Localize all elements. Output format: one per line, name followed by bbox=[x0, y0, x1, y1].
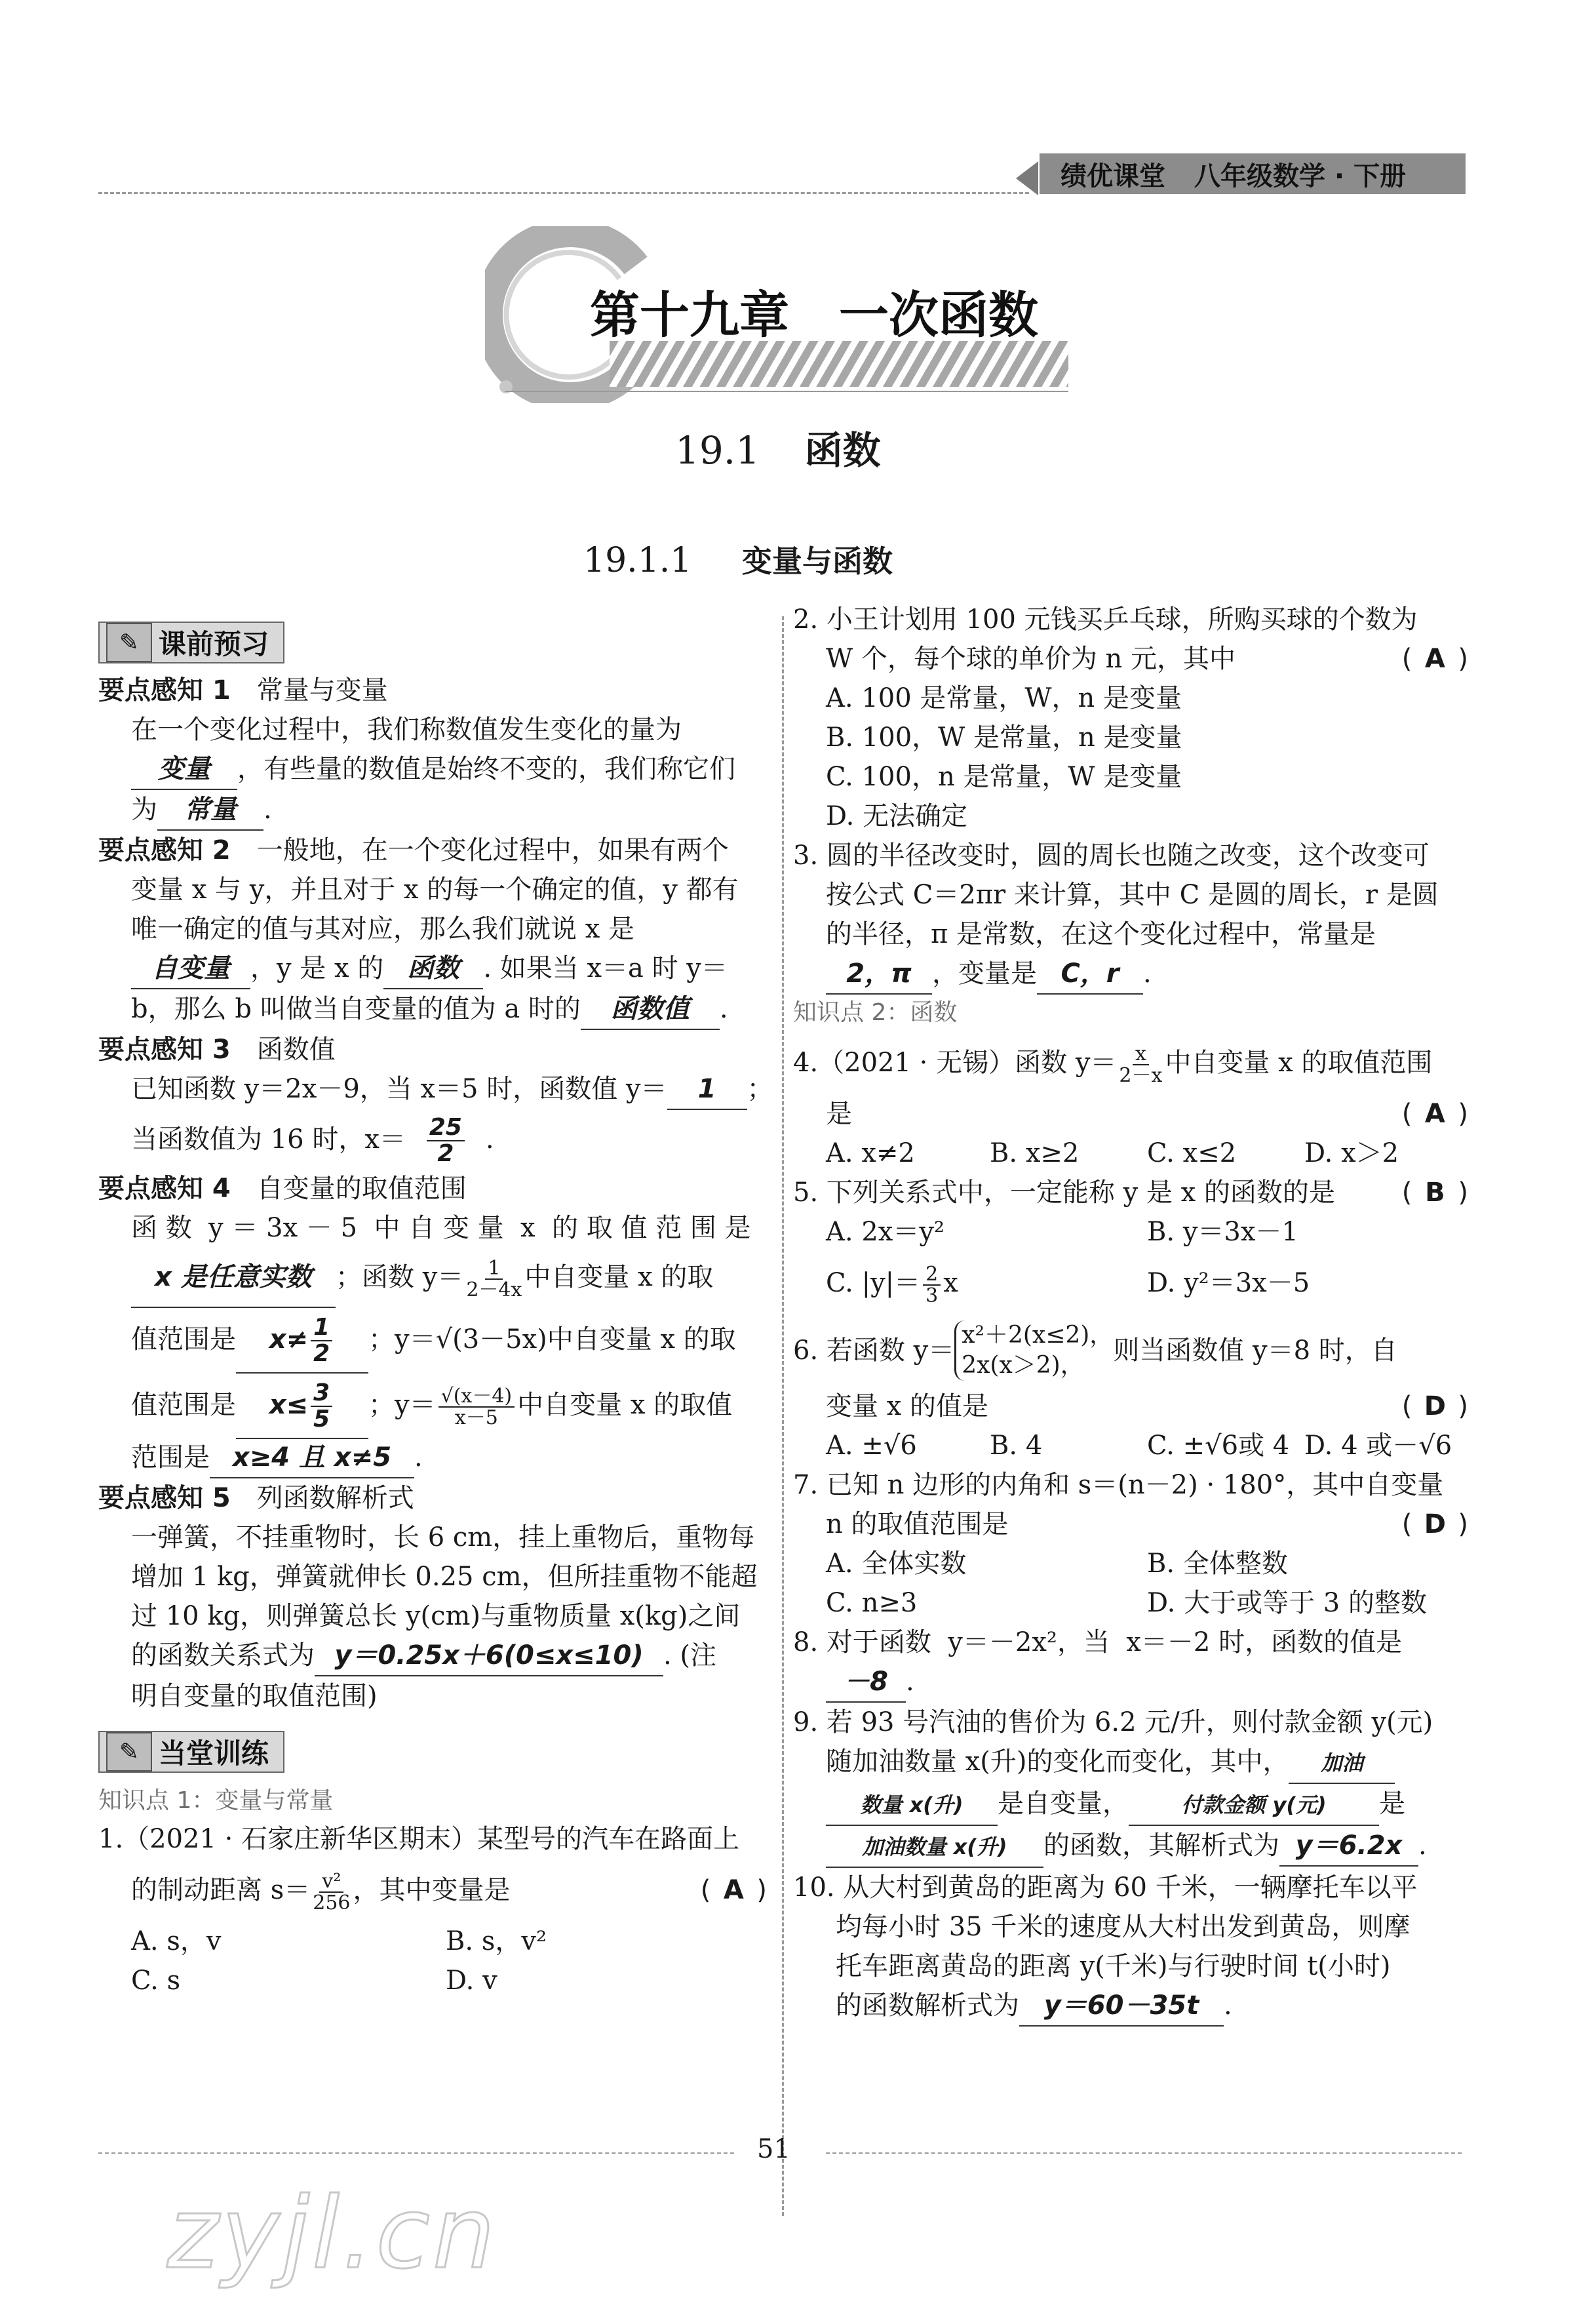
k4-fraction2: $\frac{√(x-4)}{x-5}$ bbox=[438, 1386, 515, 1429]
q3-line2: 按公式 C＝2πr 来计算，其中 C 是圆的周长，r 是圆 bbox=[826, 880, 1439, 910]
preview-heading bbox=[98, 620, 767, 665]
q9-line1: 9. 若 93 号汽油的售价为 6.2 元/升，则付款金额 y(元) bbox=[793, 1707, 1433, 1737]
q1-option-c: C. s bbox=[131, 1966, 181, 1996]
q1-fraction: $\frac{\text{v²}}{256}$ bbox=[313, 1869, 351, 1914]
left-column bbox=[98, 620, 773, 2000]
header-brand: 绩优课堂 bbox=[1061, 161, 1165, 191]
q10-line1: 10. 从大村到黄岛的距离为 60 千米，一辆摩托车以平 bbox=[793, 1872, 1418, 1903]
q9-answer4: y＝6.2x bbox=[1279, 1826, 1418, 1867]
q9-answer1b: 数量 x(升) bbox=[826, 1785, 998, 1826]
q1-line2b: ，其中变量是 bbox=[353, 1875, 511, 1905]
q6-line2: 变量 x 的值是 bbox=[826, 1391, 988, 1421]
k1-line3a: 为 bbox=[131, 795, 157, 825]
q10-line3: 托车距离黄岛的距离 y(千米)与行驶时间 t(小时) bbox=[836, 1951, 1391, 1981]
k1-line1: 在一个变化过程中，我们称数值发生变化的量为 bbox=[131, 715, 682, 745]
q6-piecewise: x²＋2(x≤2)， 2x(x＞2)， bbox=[954, 1320, 1113, 1381]
q7-line2: n 的取值范围是 bbox=[826, 1509, 1009, 1539]
q2-option-a: A. 100 是常量，W，n 是变量 bbox=[826, 683, 1182, 713]
q5-option-b: B. y＝3x－1 bbox=[1147, 1217, 1298, 1247]
chapter-title: 第十九章 一次函数 bbox=[590, 286, 1038, 344]
k2-line3: 唯一确定的值与其对应，那么我们就说 x 是 bbox=[131, 914, 634, 944]
k4-answer3: x≤ $\frac{3}{5}$ bbox=[236, 1372, 368, 1439]
q1-line1: 1.（2021 · 石家庄新华区期末）某型号的汽车在路面上 bbox=[98, 1824, 740, 1854]
notebook-icon: ✎ bbox=[106, 1732, 152, 1771]
preview-title: 课前预习 bbox=[159, 628, 269, 660]
header-book: 八年级数学 · 下册 bbox=[1194, 161, 1407, 191]
right-column bbox=[793, 600, 1468, 2027]
section-num: 19.1 bbox=[675, 428, 760, 473]
q4-option-d: D. x＞2 bbox=[1304, 1138, 1399, 1168]
k2-answer1: 自变量 bbox=[131, 949, 250, 989]
k2-line5b: . bbox=[719, 994, 728, 1024]
q6-line1a: 6. 若函数 y＝ bbox=[793, 1336, 955, 1366]
q2-line1: 2. 小王计划用 100 元钱买乒乓球，所购买球的个数为 bbox=[793, 604, 1418, 635]
k4-title: 自变量的取值范围 bbox=[256, 1174, 467, 1204]
q3-answer1: 2，π bbox=[826, 954, 932, 995]
pencil-icon: ✎ bbox=[106, 623, 152, 662]
q2-option-d: D. 无法确定 bbox=[826, 801, 968, 831]
k2-label: 要点感知 2 bbox=[98, 835, 231, 865]
q10-line2: 均每小时 35 千米的速度从大村出发到黄岛，则摩 bbox=[836, 1912, 1411, 1942]
k5-answer1: y＝0.25x＋6(0≤x≤10) bbox=[315, 1636, 663, 1676]
q7-option-b: B. 全体整数 bbox=[1147, 1549, 1288, 1579]
q4-line2: 是 bbox=[826, 1099, 852, 1129]
q2-answer: ( A ) bbox=[1401, 644, 1468, 674]
q6-line1b: 则当函数值 y＝8 时，自 bbox=[1113, 1336, 1397, 1366]
q1-answer: ( A ) bbox=[700, 1875, 767, 1905]
k2-line1: 一般地，在一个变化过程中，如果有两个 bbox=[256, 835, 729, 865]
q7-option-c: C. n≥3 bbox=[826, 1588, 918, 1618]
k2-line5a: b，那么 b 叫做当自变量的值为 a 时的 bbox=[131, 994, 581, 1024]
q10-line4a: 的函数解析式为 bbox=[836, 1990, 1019, 2021]
k1-line2: ，有些量的数值是始终不变的，我们称它们 bbox=[237, 754, 735, 784]
q1-option-d: D. v bbox=[446, 1966, 497, 1996]
subsection-title bbox=[583, 538, 893, 581]
k4-line5a: 范围是 bbox=[131, 1442, 210, 1473]
header-bar bbox=[1040, 153, 1466, 194]
q10-answer1: y＝60－35t bbox=[1019, 1986, 1224, 2027]
k4-line3a: 值范围是 bbox=[131, 1324, 236, 1355]
k2-line4c: . 如果当 x＝a 时 y＝ bbox=[483, 953, 728, 983]
k3-answer2: $\frac{25}{2}$ bbox=[427, 1115, 465, 1166]
k5-line3: 过 10 kg，则弹簧总长 y(cm)与重物质量 x(kg)之间 bbox=[131, 1601, 741, 1631]
column-divider bbox=[782, 616, 784, 2216]
q5-line1: 5. 下列关系式中，一定能称 y 是 x 的函数的是 bbox=[793, 1177, 1335, 1208]
q3-answer2: C，r bbox=[1037, 954, 1143, 995]
q5-option-c: C. |y|＝ $\frac{2}{3}$ x bbox=[826, 1262, 958, 1307]
page-number: 51 bbox=[757, 2134, 790, 2164]
class-heading bbox=[98, 1729, 767, 1775]
q4-option-c: C. x≤2 bbox=[1147, 1138, 1237, 1168]
k1-label: 要点感知 1 bbox=[98, 675, 231, 705]
q1-option-b: B. s，v² bbox=[446, 1926, 547, 1956]
q4-answer: ( A ) bbox=[1401, 1099, 1468, 1129]
k4-line3b: ；y＝√(3－5x)中自变量 x 的取 bbox=[368, 1324, 736, 1355]
k1-answer1: 变量 bbox=[131, 749, 237, 790]
chapter-stripes bbox=[610, 341, 1068, 387]
k4-line5b: . bbox=[414, 1442, 423, 1473]
q9-answer1a: 加油 bbox=[1289, 1743, 1395, 1784]
q6-option-c: C. ±√6或 4 bbox=[1147, 1431, 1290, 1461]
subsection-name: 变量与函数 bbox=[741, 544, 893, 579]
k2-line4b: ，y 是 x 的 bbox=[250, 953, 384, 983]
k3-line2b: . bbox=[485, 1124, 494, 1155]
q9-answer2: 付款金额 y(元) bbox=[1129, 1785, 1379, 1826]
q9-answer3: 加油数量 x(升) bbox=[826, 1827, 1043, 1868]
q1-line2a: 的制动距离 s＝ bbox=[131, 1875, 311, 1905]
q9-line3b: 是自变量， bbox=[998, 1789, 1129, 1819]
k3-title: 函数值 bbox=[256, 1035, 336, 1065]
subsection-num: 19.1.1 bbox=[583, 541, 692, 580]
k3-line1: 已知函数 y＝2x－9，当 x＝5 时，函数值 y＝ bbox=[131, 1074, 667, 1104]
q10-line4b: . bbox=[1224, 1990, 1232, 2021]
q5-option-a: A. 2x＝y² bbox=[826, 1217, 944, 1247]
header-arrow-icon bbox=[1016, 161, 1038, 195]
knowledge-point-2: 知识点 2：函数 bbox=[793, 999, 958, 1026]
k2-line2: 变量 x 与 y，并且对于 x 的每一个确定的值，y 都有 bbox=[131, 875, 739, 905]
k3-line1b: ； bbox=[747, 1074, 773, 1104]
k1-title: 常量与变量 bbox=[256, 675, 388, 705]
k5-line4b: . (注 bbox=[663, 1640, 717, 1671]
q4-option-a: A. x≠2 bbox=[826, 1138, 915, 1168]
q2-line2: W 个，每个球的单价为 n 元，其中 bbox=[826, 644, 1236, 674]
k4-line4b: ；y＝ bbox=[368, 1390, 436, 1420]
q6-option-d: D. 4 或－√6 bbox=[1304, 1431, 1452, 1461]
q3-line4c: . bbox=[1143, 959, 1152, 989]
q7-option-a: A. 全体实数 bbox=[826, 1549, 967, 1579]
k4-answer2: x≠ $\frac{1}{2}$ bbox=[236, 1307, 368, 1374]
q5-option-d: D. y²＝3x－5 bbox=[1147, 1268, 1310, 1298]
k4-line4a: 值范围是 bbox=[131, 1390, 236, 1420]
q8-line1: 8. 对于函数 y＝－2x²，当 x＝－2 时，函数的值是 bbox=[793, 1627, 1403, 1657]
q8-line2b: . bbox=[906, 1667, 914, 1697]
q4-line1b: 中自变量 x 的取值范围 bbox=[1165, 1048, 1433, 1078]
k3-label: 要点感知 3 bbox=[98, 1035, 231, 1065]
k4-line1: 函 数 y ＝ 3x － 5 中 自 变 量 x 的 取 值 范 围 是 bbox=[131, 1213, 751, 1243]
q8-answer1: －8 bbox=[826, 1662, 906, 1703]
q5-answer: ( B ) bbox=[1401, 1177, 1468, 1208]
k5-line2: 增加 1 kg，弹簧就伸长 0.25 cm，但所挂重物不能超 bbox=[131, 1562, 758, 1592]
k5-line5: 明自变量的取值范围) bbox=[131, 1681, 378, 1711]
k3-line2: 当函数值为 16 时，x＝ bbox=[131, 1124, 406, 1155]
k2-answer2: 函数 bbox=[383, 949, 483, 989]
q9-line4c: . bbox=[1418, 1830, 1427, 1861]
section-name: 函数 bbox=[804, 428, 881, 473]
q6-option-b: B. 4 bbox=[990, 1431, 1043, 1461]
q1-option-a: A. s，v bbox=[131, 1926, 222, 1956]
knowledge-point-1: 知识点 1：变量与常量 bbox=[98, 1787, 334, 1814]
k4-line2b: ；函数 y＝ bbox=[336, 1262, 464, 1292]
q3-line4b: ，变量是 bbox=[932, 959, 1037, 989]
q9-line4b: 的函数，其解析式为 bbox=[1043, 1830, 1279, 1861]
q4-fraction: $\frac{x}{2-x}$ bbox=[1119, 1042, 1163, 1087]
k5-title: 列函数解析式 bbox=[256, 1483, 414, 1513]
q9-line2a: 随加油数量 x(升)的变化而变化，其中， bbox=[826, 1747, 1289, 1777]
q2-option-b: B. 100，W 是常量，n 是变量 bbox=[826, 722, 1182, 753]
q3-line1: 3. 圆的半径改变时，圆的周长也随之改变，这个改变可 bbox=[793, 841, 1430, 871]
k4-label: 要点感知 4 bbox=[98, 1174, 231, 1204]
k4-line2c: 中自变量 x 的取 bbox=[524, 1262, 714, 1292]
q6-answer: ( D ) bbox=[1401, 1391, 1468, 1421]
q4-option-b: B. x≥2 bbox=[990, 1138, 1080, 1168]
k4-answer1: x 是任意实数 bbox=[131, 1248, 336, 1308]
q6-option-a: A. ±√6 bbox=[826, 1431, 917, 1461]
k3-answer1: 1 bbox=[667, 1069, 747, 1110]
class-title: 当堂训练 bbox=[159, 1737, 269, 1770]
q2-option-c: C. 100，n 是常量，W 是变量 bbox=[826, 762, 1182, 792]
k5-line1: 一弹簧，不挂重物时，长 6 cm，挂上重物后，重物每 bbox=[131, 1522, 755, 1553]
k5-label: 要点感知 5 bbox=[98, 1483, 231, 1513]
k4-line4c: 中自变量 x 的取值 bbox=[517, 1390, 733, 1420]
section-title bbox=[675, 420, 881, 475]
q4-line1a: 4.（2021 · 无锡）函数 y＝ bbox=[793, 1048, 1117, 1078]
k4-answer4: x≥4 且 x≠5 bbox=[210, 1438, 414, 1478]
q3-line3: 的半径，π 是常数，在这个变化过程中，常量是 bbox=[826, 919, 1376, 949]
k1-line3b: . bbox=[263, 795, 272, 825]
watermark: zyjl.cn bbox=[167, 2177, 498, 2291]
k2-answer3: 函数值 bbox=[581, 989, 720, 1030]
k4-fraction1: $\frac{1}{2-4x}$ bbox=[466, 1256, 522, 1301]
q7-option-d: D. 大于或等于 3 的整数 bbox=[1147, 1588, 1427, 1618]
k5-line4a: 的函数关系式为 bbox=[131, 1640, 315, 1671]
k1-answer2: 常量 bbox=[157, 790, 263, 831]
q7-line1: 7. 已知 n 边形的内角和 s＝(n－2) · 180°，其中自变量 bbox=[793, 1470, 1444, 1500]
q7-answer: ( D ) bbox=[1401, 1509, 1468, 1539]
q9-line3c: 是 bbox=[1379, 1789, 1405, 1819]
